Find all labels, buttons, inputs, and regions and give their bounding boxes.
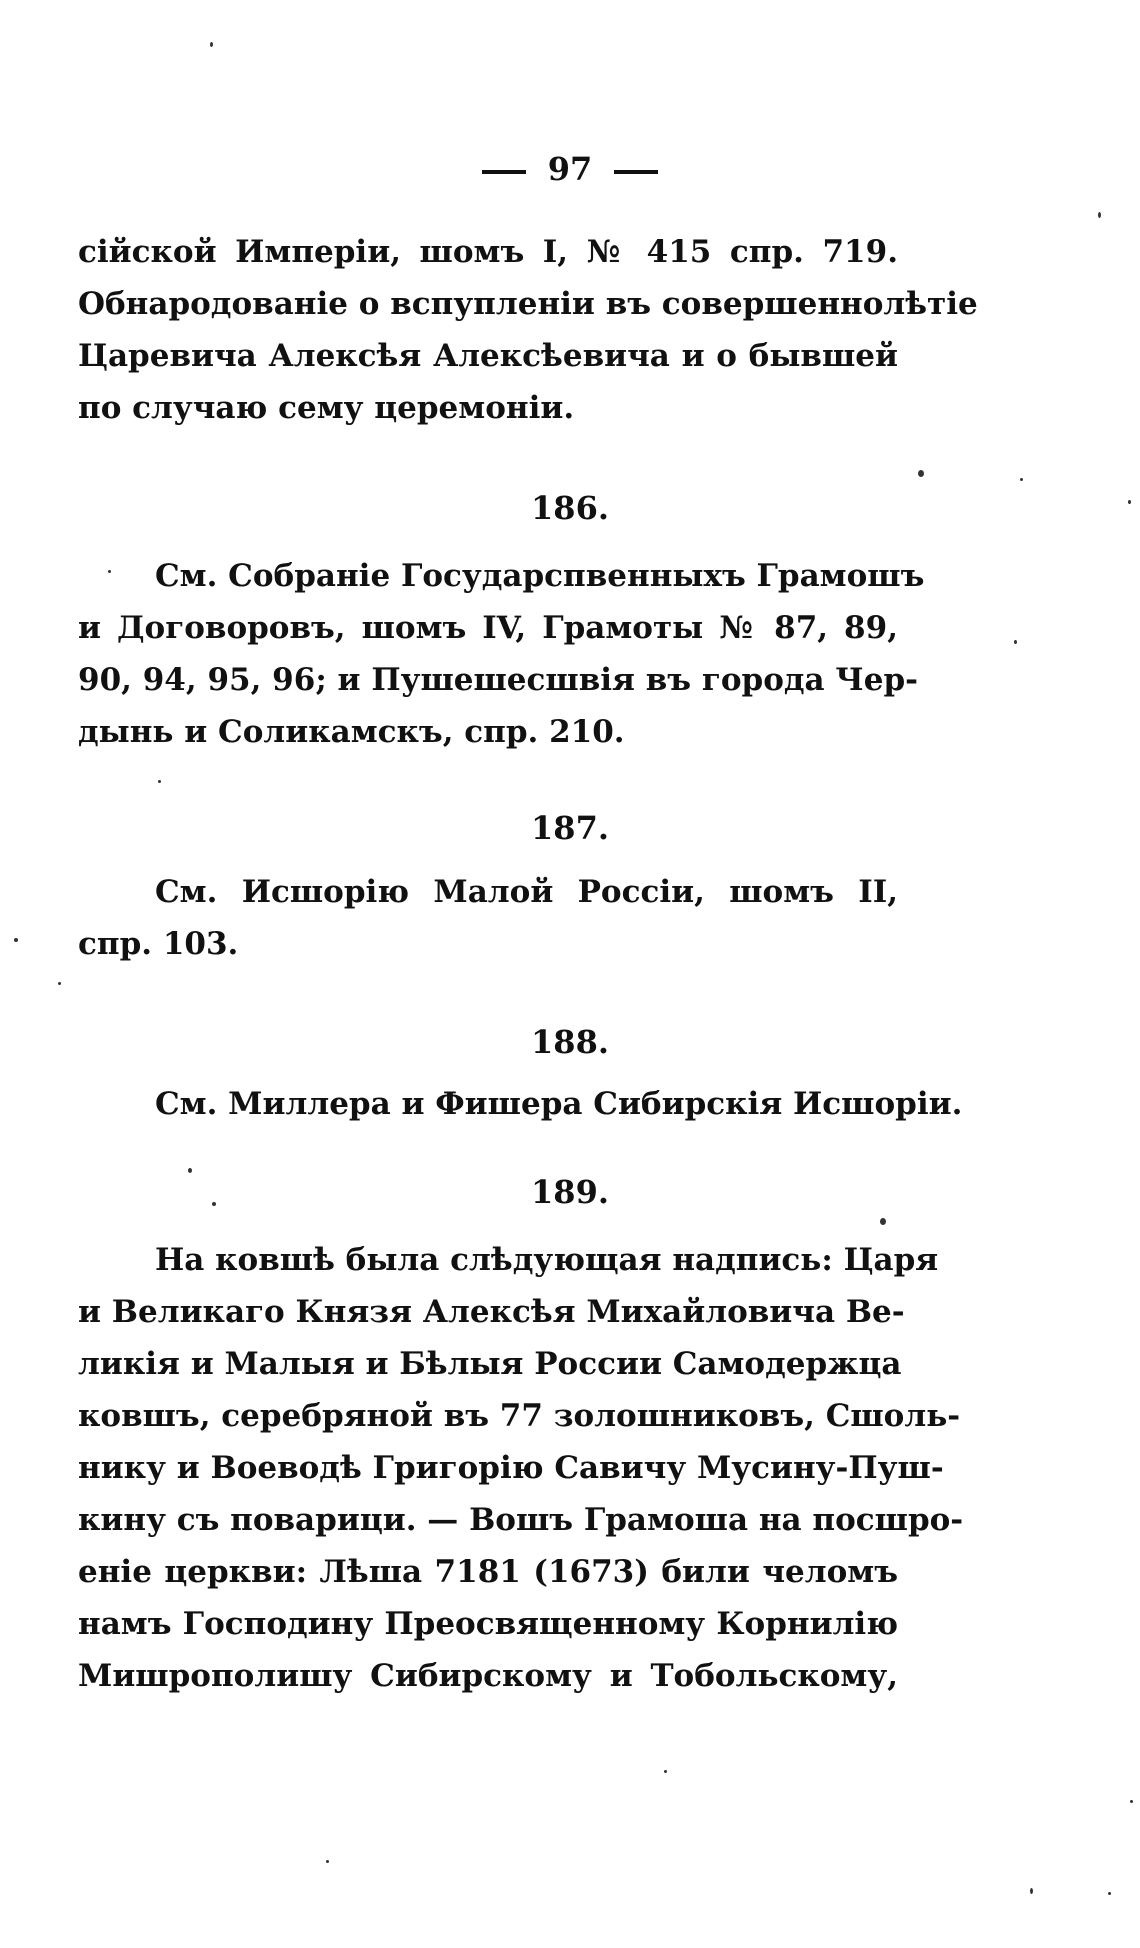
- scan-speck: [1128, 500, 1131, 504]
- note-number: 189.: [531, 1173, 609, 1211]
- text-line: 90, 94, 95, 96; и Пушешесшвія въ города Чер-: [78, 662, 918, 698]
- scan-speck: [326, 1860, 329, 1863]
- scan-speck: [14, 938, 18, 942]
- page-header: [0, 150, 1140, 188]
- text-line: Обнародованіе о вспупленіи въ совершеннолѣтіе: [78, 286, 978, 322]
- scan-speck: [1020, 478, 1023, 481]
- page-number: 97: [547, 150, 593, 188]
- text-line: См. Миллера и Фишера Сибирскія Исшоріи.: [155, 1086, 963, 1122]
- note-number: 186.: [531, 489, 609, 527]
- scan-speck: [58, 982, 61, 985]
- text-line: дынь и Соликамскъ, спр. 210.: [78, 714, 625, 750]
- text-line: и Договоровъ, шомъ IV, Грамоты № 87, 89,: [78, 610, 898, 646]
- scan-speck: [1108, 1892, 1111, 1895]
- text-line: На ковшѣ была слѣдующая надпись: Царя: [155, 1242, 939, 1278]
- text-line: спр. 103.: [78, 926, 239, 962]
- text-line: нику и Воеводѣ Григорію Савичу Мусину-Пуш-: [78, 1450, 944, 1486]
- scan-speck: [1014, 640, 1017, 644]
- scan-speck: [664, 1770, 667, 1773]
- header-dash-right: [614, 170, 658, 174]
- text-line: и Великаго Князя Алексѣя Михайловича Ве-: [78, 1294, 905, 1330]
- scan-speck: [210, 42, 213, 47]
- scan-speck: [188, 1168, 192, 1173]
- text-line: См. Исшорію Малой Россіи, шомъ II,: [155, 874, 898, 910]
- text-line: по случаю сему церемоніи.: [78, 390, 575, 426]
- scan-speck: [1130, 1800, 1133, 1803]
- text-line: кину съ поварици. — Вошъ Грамоша на посшро-: [78, 1502, 964, 1538]
- header-dash-left: [482, 170, 526, 174]
- note-number: 187.: [531, 809, 609, 847]
- scan-speck: [108, 570, 111, 573]
- text-line: намъ Господину Преосвященному Корнилію: [78, 1606, 898, 1642]
- text-line: ковшъ, серебряной въ 77 золошниковъ, Сшоль-: [78, 1398, 961, 1434]
- note-number: 188.: [531, 1023, 609, 1061]
- text-line: ликія и Малыя и Бѣлыя России Самодержца: [78, 1346, 902, 1382]
- text-line: См. Собраніе Государспвенныхъ Грамошъ: [155, 558, 925, 594]
- scan-speck: [918, 470, 924, 477]
- scan-speck: [1098, 212, 1101, 218]
- scan-speck: [158, 780, 161, 783]
- text-line: еніе церкви: Лѣша 7181 (1673) били челомъ: [78, 1554, 898, 1590]
- text-line: Царевича Алексѣя Алексѣевича и о бывшей: [78, 338, 898, 374]
- scan-speck: [880, 1218, 886, 1225]
- text-line: Мишрополишу Сибирскому и Тобольскому,: [78, 1658, 898, 1694]
- scan-speck: [212, 1202, 216, 1206]
- text-line: сійской Имперіи, шомъ I, № 415 спр. 719.: [78, 234, 898, 270]
- scan-speck: [1030, 1888, 1033, 1894]
